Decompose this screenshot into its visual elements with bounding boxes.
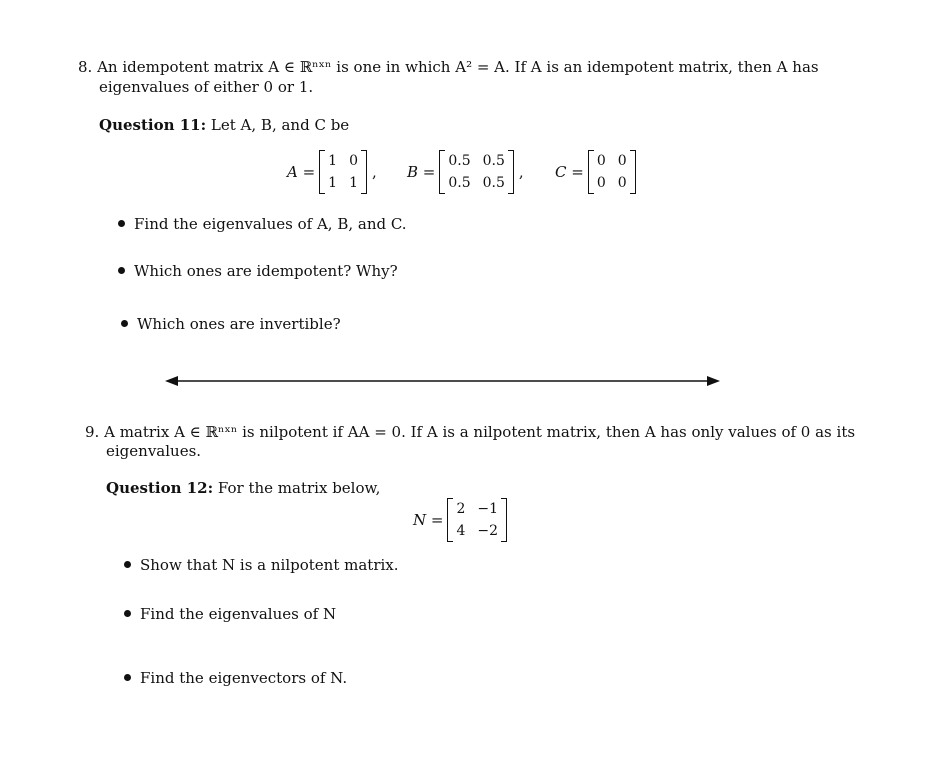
bullet-text: Find the eigenvalues of A, B, and C. (134, 215, 407, 233)
question-11-heading (99, 115, 349, 135)
bullet-icon (118, 267, 125, 274)
problem-8-text-line1: An idempotent matrix A ∈ ℝⁿˣⁿ is one in which A² = A. If A is an idempotent matrix, then A has (97, 58, 819, 76)
matrix-a-separator: , (372, 163, 377, 181)
matrix-n-cell: −2 (477, 523, 499, 539)
matrix-n-cell: −1 (477, 501, 499, 517)
question-11-bullet (118, 261, 398, 281)
question-11-bullet (121, 314, 341, 334)
question-12-text: For the matrix below, (217, 479, 381, 497)
matrix-a-body (319, 150, 367, 194)
matrix-n-body (447, 498, 507, 542)
matrix-a-cell: 1 (328, 175, 338, 191)
matrix-n-label: N = (413, 511, 444, 529)
matrix-c-body (588, 150, 636, 194)
bullet-text: Show that N is a nilpotent matrix. (140, 556, 399, 574)
bullet-icon (121, 320, 128, 327)
question-12-bullet (124, 668, 347, 688)
bullet-icon (124, 610, 131, 617)
matrix-c-label: C = (555, 163, 584, 181)
matrix-n-cell: 4 (456, 523, 466, 539)
bullet-text: Which ones are idempotent? Why? (134, 262, 398, 280)
question-12-bullet (124, 604, 336, 624)
question-11-label: Question 11: (99, 116, 207, 134)
problem-8-number: 8. (78, 58, 93, 76)
problem-8-statement-line2: eigenvalues of either 0 or 1. (99, 78, 314, 96)
bullet-text: Find the eigenvalues of N (140, 605, 337, 623)
matrix-a-label: A = (287, 163, 316, 181)
matrix-a-cell: 1 (328, 153, 338, 169)
matrix-n (413, 498, 507, 542)
bullet-icon (124, 674, 131, 681)
matrix-a-cell: 1 (349, 175, 359, 191)
matrix-a-cell: 0 (349, 153, 359, 169)
bullet-text: Which ones are invertible? (137, 315, 341, 333)
problem-8-statement-line1 (78, 57, 819, 77)
matrix-n-cell: 2 (456, 501, 466, 517)
matrix-b-cell: 0.5 (448, 175, 471, 191)
bullet-icon (118, 220, 125, 227)
matrix-c (555, 150, 636, 194)
matrix-b-cell: 0.5 (448, 153, 471, 169)
problem-9-number: 9. (85, 423, 100, 441)
matrix-c-cell: 0 (596, 175, 606, 191)
matrix-c-cell: 0 (617, 175, 627, 191)
matrix-b (407, 150, 524, 194)
problem-9-statement-line2: eigenvalues. (106, 442, 202, 460)
question-11-text: Let A, B, and C be (210, 116, 350, 134)
question-12-heading (106, 478, 380, 498)
problem-9-statement-line1 (85, 422, 855, 442)
matrix-c-cell: 0 (596, 153, 606, 169)
matrix-c-cell: 0 (617, 153, 627, 169)
matrix-b-cell: 0.5 (482, 153, 505, 169)
matrix-b-body (439, 150, 514, 194)
matrix-b-cell: 0.5 (482, 175, 505, 191)
matrix-a (287, 150, 377, 194)
bullet-text: Find the eigenvectors of N. (140, 669, 348, 687)
double-arrow-divider-icon (165, 373, 720, 389)
matrix-b-separator: , (518, 163, 524, 181)
question-12-label: Question 12: (106, 479, 214, 497)
problem-9-text-line1: A matrix A ∈ ℝⁿˣⁿ is nilpotent if AA = 0. If A is a nilpotent matrix, then A has only values of 0 as its (104, 423, 856, 441)
question-12-bullet (124, 555, 399, 575)
bullet-icon (124, 561, 131, 568)
matrix-b-label: B = (407, 163, 436, 181)
question-11-bullet (118, 214, 407, 234)
